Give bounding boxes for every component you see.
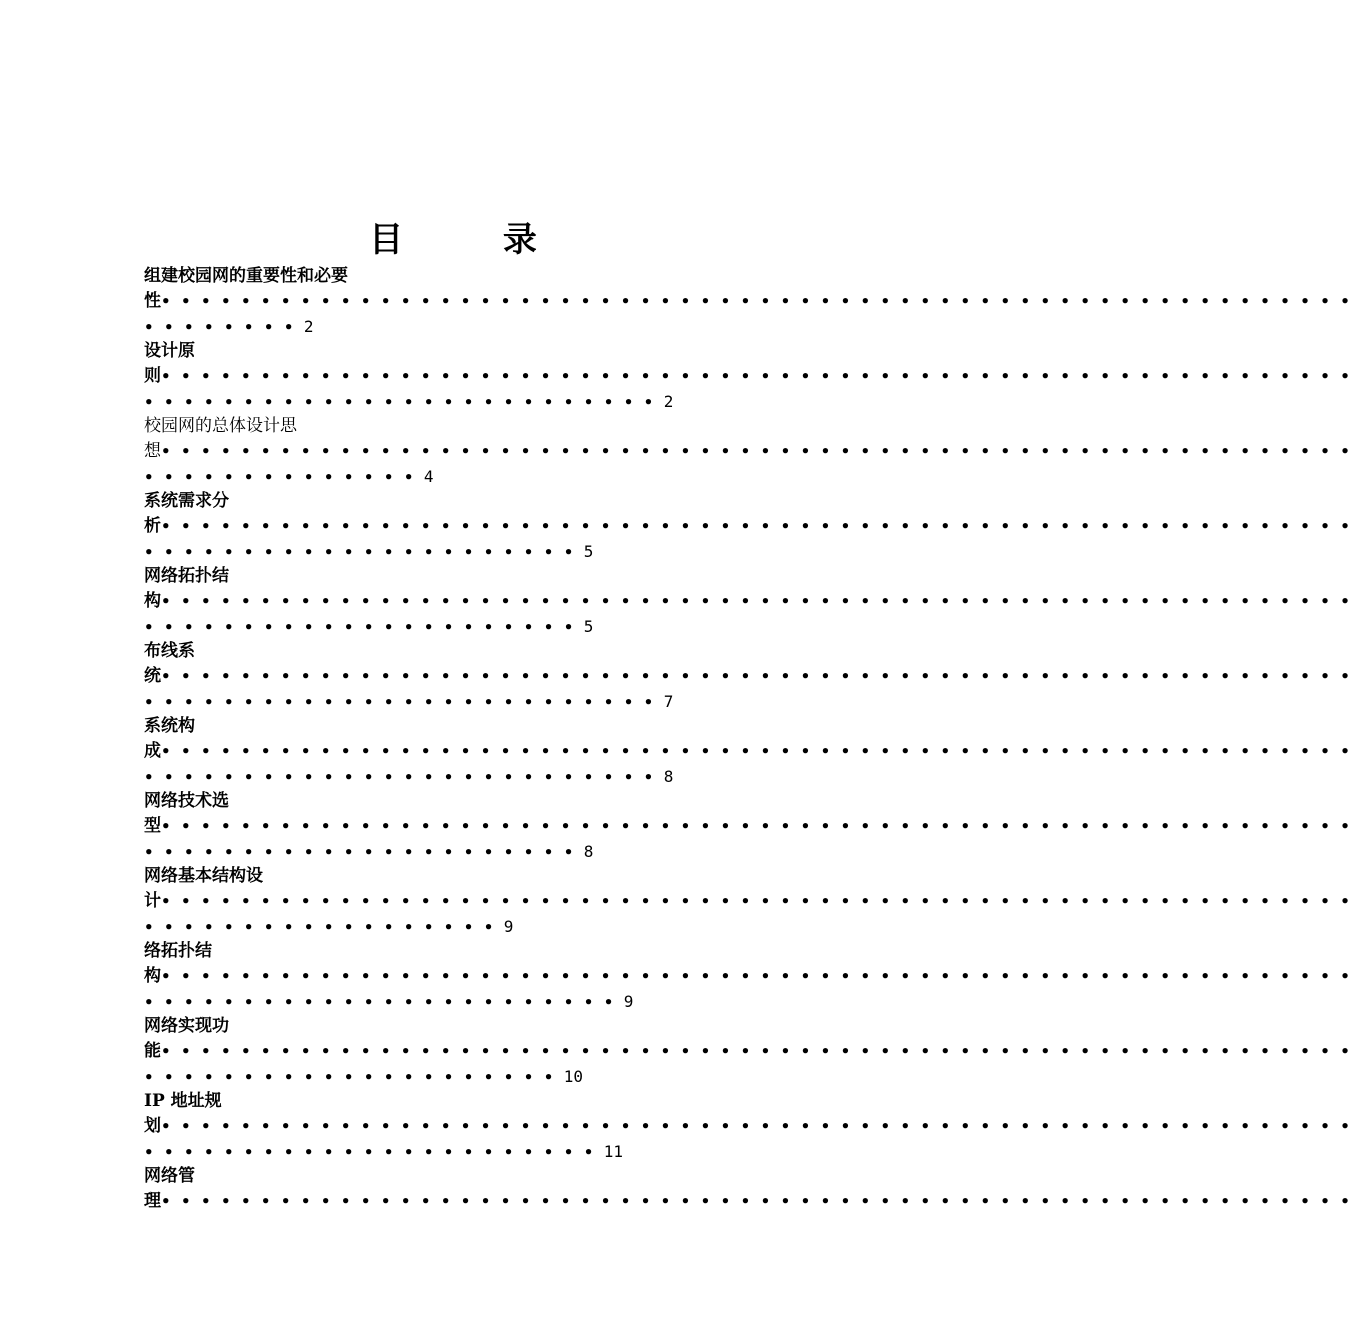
toc-entry-leader-line xyxy=(144,364,1360,389)
dot-leader: •••••••••••••••••••••• xyxy=(144,543,584,561)
toc-entry-heading: IP 地址规 xyxy=(144,1091,222,1111)
dot-leader: •••••••••••••••••• xyxy=(144,918,504,936)
toc-entry[interactable] xyxy=(144,714,1360,789)
toc-entry-heading: 网络技术选 xyxy=(144,791,229,811)
dot-leader: •••••••••••••••••••••••••• xyxy=(144,693,664,711)
toc-entry-leader-line xyxy=(144,589,1360,614)
dot-leader: •••••••••••••••••••••••••••••••••••••••••••••••••••••••••••• xyxy=(161,1192,1360,1210)
toc-entry-page-line xyxy=(144,764,794,789)
dot-leader: •••••••••••••••••••••••••••••••••••••••••••••••••••••••••••• xyxy=(161,1117,1360,1135)
dot-leader: •••••••••••••••••••••••••••••••••••••••••••••••••••••••••••• xyxy=(161,742,1360,760)
dot-leader: ••••••••••••••••••••• xyxy=(144,1068,564,1086)
toc-entry-heading: 组建校园网的重要性和必要 xyxy=(144,266,348,286)
toc-entry-heading: 设计原 xyxy=(144,341,195,361)
toc-entry[interactable] xyxy=(144,789,1360,864)
toc-entry[interactable] xyxy=(144,1164,1360,1214)
toc-entry-page-number: 8 xyxy=(583,842,594,861)
toc-entry-page-line xyxy=(144,1139,794,1164)
toc-entry-leader-line xyxy=(144,289,1360,314)
toc-entry-heading: 络拓扑结 xyxy=(144,941,212,961)
toc-entry-leader-line xyxy=(144,664,1360,689)
toc-entry-page-number: 9 xyxy=(623,992,634,1011)
dot-leader: •••••••••••••••••••••••••••••••••••••••••••••••••••••••••••• xyxy=(161,292,1360,310)
table-of-contents xyxy=(144,264,1360,1214)
toc-entry-page-line xyxy=(144,614,794,639)
toc-title: 目 录 xyxy=(369,220,581,260)
toc-entry-heading: 网络实现功 xyxy=(144,1016,229,1036)
toc-entry-heading-end: 型 xyxy=(144,816,161,836)
dot-leader: •••••••••••••••••••••• xyxy=(144,618,584,636)
toc-entry-leader-line xyxy=(144,739,1360,764)
toc-entry-leader-line xyxy=(144,814,1360,839)
toc-entry-heading-end: 构 xyxy=(144,966,161,986)
toc-entry-page-line xyxy=(144,839,794,864)
dot-leader: •••••••••••••••••••••••• xyxy=(144,993,624,1011)
toc-entry[interactable] xyxy=(144,1014,1360,1089)
toc-entry-heading: 网络基本结构设 xyxy=(144,866,263,886)
toc-entry-heading-end: 想 xyxy=(144,441,161,461)
toc-entry-leader-line xyxy=(144,1114,1360,1139)
toc-entry-heading-end: 构 xyxy=(144,591,161,611)
toc-entry[interactable] xyxy=(144,339,1360,414)
toc-entry-page-line xyxy=(144,539,794,564)
toc-entry[interactable] xyxy=(144,414,1360,489)
dot-leader: •••••••••••••••••••••••••••••••••••••••••••••••••••••••••••• xyxy=(161,442,1360,460)
dot-leader: •••••••••••••• xyxy=(144,468,424,486)
toc-entry-leader-line xyxy=(144,964,1360,989)
dot-leader: •••••••••••••••••••••••••••••••••••••••••••••••••••••••••••• xyxy=(161,367,1360,385)
toc-entry-heading-end: 析 xyxy=(144,516,161,536)
toc-entry-page-line xyxy=(144,989,794,1014)
toc-entry-heading: 布线系 xyxy=(144,641,195,661)
toc-entry[interactable] xyxy=(144,639,1360,714)
toc-entry-heading: 系统构 xyxy=(144,716,195,736)
toc-entry-page-number: 2 xyxy=(303,317,314,336)
toc-entry-heading-end: 理 xyxy=(144,1191,161,1211)
dot-leader: •••••••••••••••••••••• xyxy=(144,843,584,861)
toc-entry-heading-end: 性 xyxy=(144,291,161,311)
toc-entry[interactable] xyxy=(144,489,1360,564)
dot-leader: •••••••••••••••••••••••••••••••••••••••••••••••••••••••••••• xyxy=(161,892,1360,910)
dot-leader: ••••••••••••••••••••••• xyxy=(144,1143,604,1161)
dot-leader: •••••••••••••••••••••••••••••••••••••••••••••••••••••••••••• xyxy=(161,817,1360,835)
toc-entry-heading-end: 统 xyxy=(144,666,161,686)
toc-entry[interactable] xyxy=(144,864,1360,939)
toc-entry[interactable] xyxy=(144,1089,1360,1164)
toc-entry-page-line xyxy=(144,689,794,714)
toc-entry-page-line xyxy=(144,464,794,489)
toc-entry-heading: 网络管 xyxy=(144,1166,195,1186)
dot-leader: •••••••• xyxy=(144,318,304,336)
toc-entry-heading: 网络拓扑结 xyxy=(144,566,229,586)
dot-leader: •••••••••••••••••••••••••••••••••••••••••••••••••••••••••••• xyxy=(161,1042,1360,1060)
toc-entry[interactable] xyxy=(144,264,1360,339)
toc-entry-page-number: 5 xyxy=(583,542,594,561)
toc-entry-page-number: 8 xyxy=(663,767,674,786)
toc-entry-page-number: 9 xyxy=(503,917,514,936)
toc-entry-page-number: 2 xyxy=(663,392,674,411)
dot-leader: •••••••••••••••••••••••••• xyxy=(144,768,664,786)
toc-entry-page-number: 10 xyxy=(563,1067,584,1086)
dot-leader: •••••••••••••••••••••••••••••••••••••••••••••••••••••••••••• xyxy=(161,517,1360,535)
toc-entry[interactable] xyxy=(144,939,1360,1014)
dot-leader: •••••••••••••••••••••••••••••••••••••••••••••••••••••••••••• xyxy=(161,667,1360,685)
toc-entry-leader-line xyxy=(144,1189,1360,1214)
dot-leader: •••••••••••••••••••••••••• xyxy=(144,393,664,411)
toc-entry-page-line xyxy=(144,914,794,939)
toc-entry-page-number: 7 xyxy=(663,692,674,711)
toc-entry-leader-line xyxy=(144,889,1360,914)
toc-entry[interactable] xyxy=(144,564,1360,639)
toc-entry-leader-line xyxy=(144,439,1360,464)
dot-leader: •••••••••••••••••••••••••••••••••••••••••••••••••••••••••••• xyxy=(161,967,1360,985)
toc-entry-heading-end: 计 xyxy=(144,891,161,911)
toc-entry-page-line xyxy=(144,389,794,414)
toc-entry-page-number: 4 xyxy=(423,467,434,486)
toc-entry-leader-line xyxy=(144,1039,1360,1064)
toc-entry-page-line xyxy=(144,1064,794,1089)
toc-entry-page-number: 11 xyxy=(603,1142,623,1161)
toc-entry-page-line xyxy=(144,314,794,339)
toc-entry-heading-end: 划 xyxy=(144,1116,161,1136)
toc-entry-leader-line xyxy=(144,514,1360,539)
toc-entry-heading: 校园网的总体设计思 xyxy=(144,416,297,436)
toc-entry-heading: 系统需求分 xyxy=(144,491,229,511)
toc-entry-heading-end: 能 xyxy=(144,1041,161,1061)
toc-entry-page-number: 5 xyxy=(583,617,594,636)
toc-entry-heading-end: 成 xyxy=(144,741,161,761)
dot-leader: •••••••••••••••••••••••••••••••••••••••••••••••••••••••••••• xyxy=(161,592,1360,610)
toc-entry-heading-end: 则 xyxy=(144,366,161,386)
